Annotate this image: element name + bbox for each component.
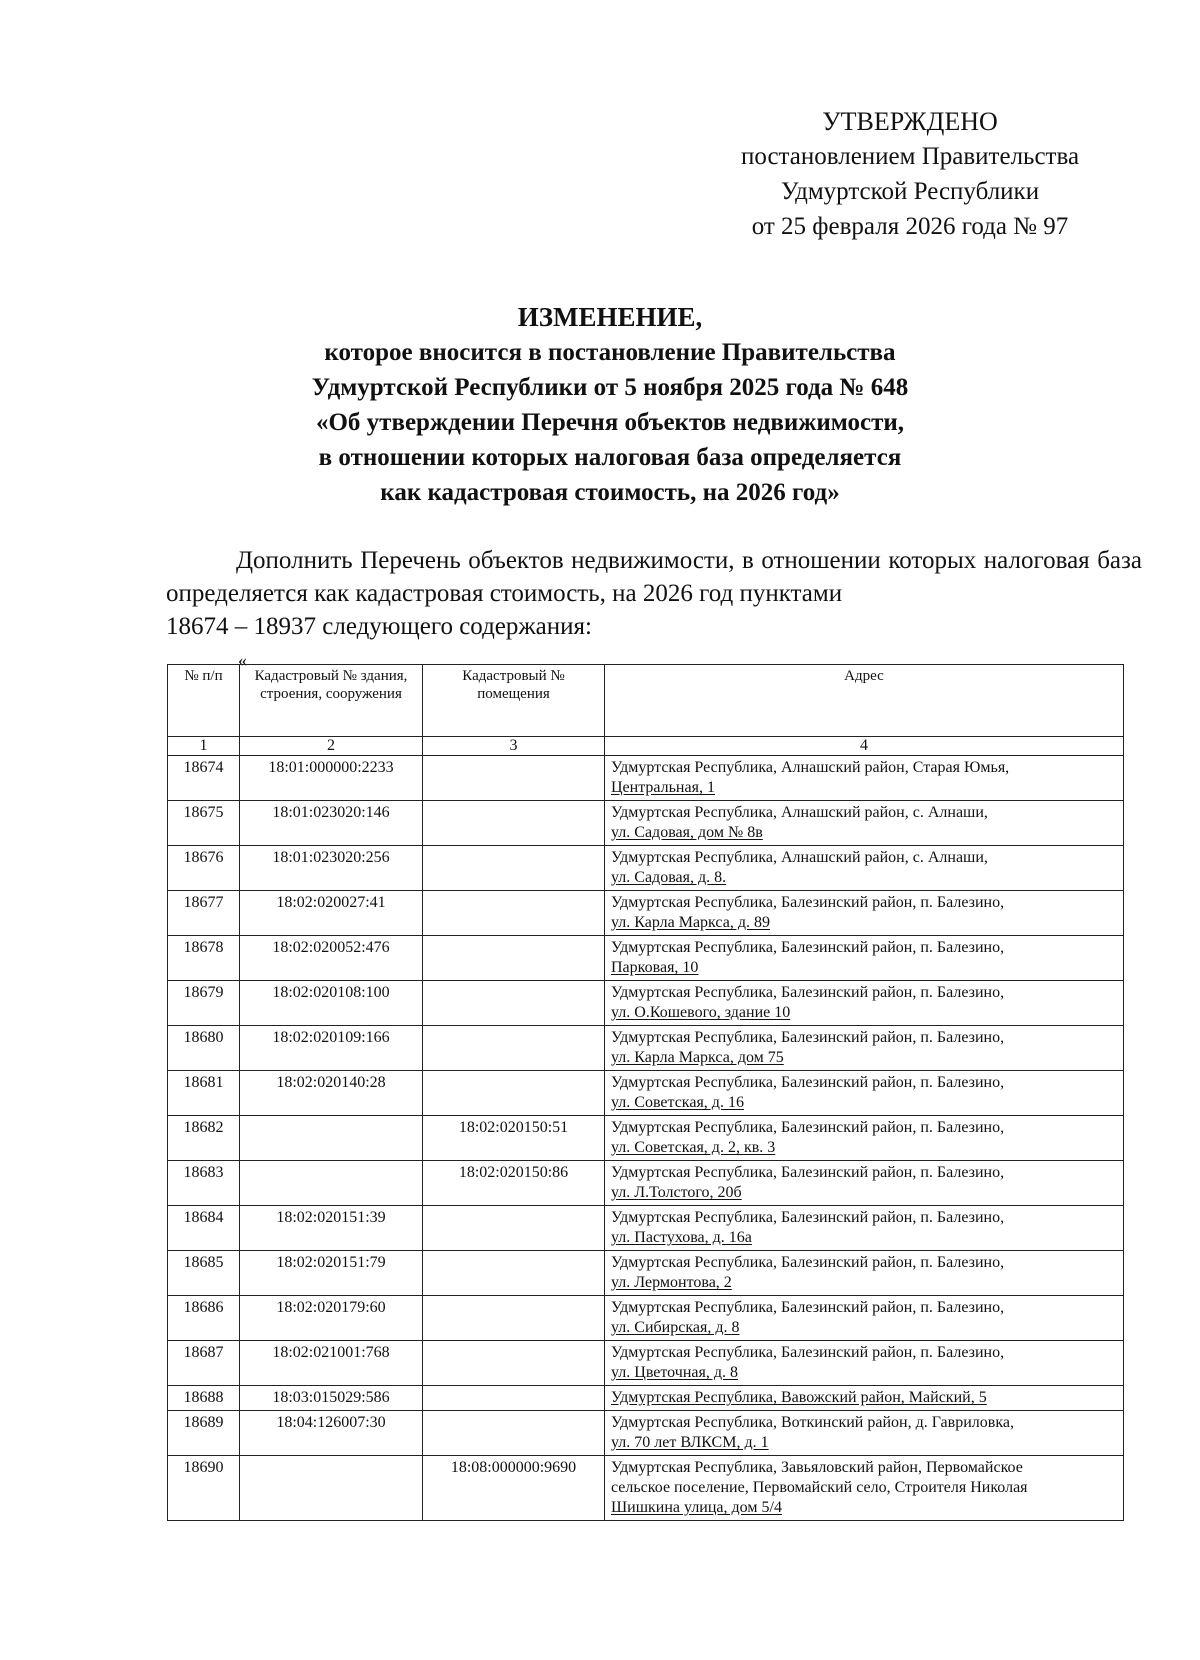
table-row	[168, 1026, 1124, 1071]
room-cadastral-number	[423, 1386, 605, 1411]
document-title	[160, 300, 1060, 510]
row-number: 18688	[168, 1386, 240, 1411]
address-line: Удмуртская Республика, Балезинский район, п. Балезино,	[611, 1164, 1005, 1181]
room-cadastral-number	[423, 1341, 605, 1386]
building-cadastral-number: 18:01:023020:146	[240, 801, 423, 846]
building-cadastral-number: 18:02:021001:768	[240, 1341, 423, 1386]
title-line-4: в отношении которых налоговая база определяется	[318, 444, 902, 471]
room-cadastral-number	[423, 1071, 605, 1116]
address-line: ул. Л.Толстого, 20б	[611, 1184, 742, 1201]
address-line: Шишкина улица, дом 5/4	[611, 1499, 782, 1516]
title-main: ИЗМЕНЕНИЕ,	[517, 302, 703, 332]
building-cadastral-number: 18:02:020151:79	[240, 1251, 423, 1296]
address-line: Удмуртская Республика, Вавожский район, Майский, 5	[611, 1389, 987, 1406]
address-line: Удмуртская Республика, Балезинский район, п. Балезино,	[611, 1254, 1005, 1271]
address-line: Удмуртская Республика, Балезинский район, п. Балезино,	[611, 1119, 1005, 1136]
room-cadastral-number	[423, 846, 605, 891]
address-line: ул. Лермонтова, 2	[611, 1274, 732, 1291]
building-cadastral-number	[240, 1456, 423, 1521]
address-line: ул. О.Кошевого, здание 10	[611, 1004, 791, 1021]
row-number: 18680	[168, 1026, 240, 1071]
address-cell	[605, 1341, 1124, 1386]
table-row	[168, 1116, 1124, 1161]
table-row	[168, 756, 1124, 801]
table-row	[168, 936, 1124, 981]
address-cell	[605, 1206, 1124, 1251]
row-number: 18675	[168, 801, 240, 846]
address-line: ул. Советская, д. 2, кв. 3	[611, 1139, 776, 1156]
building-cadastral-number: 18:02:020109:166	[240, 1026, 423, 1071]
address-line: Удмуртская Республика, Балезинский район, п. Балезино,	[611, 1209, 1005, 1226]
title-line-5: как кадастровая стоимость, на 2026 год»	[380, 479, 840, 506]
address-line: ул. Цветочная, д. 8	[611, 1364, 738, 1381]
row-number: 18674	[168, 756, 240, 801]
table-row	[168, 1071, 1124, 1116]
title-line-1: которое вносится в постановление Правительства	[324, 339, 896, 366]
room-cadastral-number	[423, 1411, 605, 1456]
address-line: Удмуртская Республика, Балезинский район, п. Балезино,	[611, 1074, 1005, 1091]
building-cadastral-number: 18:01:000000:2233	[240, 756, 423, 801]
address-cell	[605, 756, 1124, 801]
header-building-cadastral: Кадастровый № здания, строения, сооружения	[240, 665, 423, 737]
room-cadastral-number: 18:02:020150:51	[423, 1116, 605, 1161]
address-cell	[605, 846, 1124, 891]
row-number: 18686	[168, 1296, 240, 1341]
address-cell	[605, 1456, 1124, 1521]
intro-last-line: 18674 – 18937 следующего содержания:	[166, 613, 592, 640]
address-line: ул. Карла Маркса, д. 89	[611, 914, 770, 931]
address-cell	[605, 1071, 1124, 1116]
address-line: ул. Садовая, д. 8.	[611, 869, 727, 886]
row-number: 18683	[168, 1161, 240, 1206]
header-address: Адрес	[605, 665, 1124, 737]
building-cadastral-number: 18:02:020052:476	[240, 936, 423, 981]
address-line: Удмуртская Республика, Балезинский район, п. Балезино,	[611, 939, 1005, 956]
address-line: сельское поселение, Первомайский село, Строителя Николая	[611, 1479, 1028, 1496]
title-line-3: «Об утверждении Перечня объектов недвижимости,	[315, 409, 905, 436]
address-line: Удмуртская Республика, Алнашский район, Старая Юмья,	[611, 759, 1010, 776]
approval-line-3: от 25 февраля 2026 года № 97	[751, 213, 1069, 240]
address-line: Удмуртская Республика, Балезинский район, п. Балезино,	[611, 984, 1005, 1001]
table-row	[168, 1386, 1124, 1411]
building-cadastral-number: 18:02:020027:41	[240, 891, 423, 936]
room-cadastral-number	[423, 891, 605, 936]
table-row	[168, 1341, 1124, 1386]
opening-quote: «	[238, 650, 247, 670]
building-cadastral-number	[240, 1161, 423, 1206]
address-line: Удмуртская Республика, Балезинский район, п. Балезино,	[611, 1029, 1005, 1046]
room-cadastral-number	[423, 1251, 605, 1296]
row-number: 18681	[168, 1071, 240, 1116]
address-cell	[605, 981, 1124, 1026]
room-cadastral-number	[423, 1296, 605, 1341]
address-line: ул. 70 лет ВЛКСМ, д. 1	[611, 1434, 769, 1451]
address-line: Удмуртская Республика, Алнашский район, с. Алнаши,	[611, 849, 988, 866]
table-row	[168, 981, 1124, 1026]
intro-paragraph: Дополнить Перечень объектов недвижимости, в отношении которых налоговая база определяется как кадастровая стоимость, на 2026 год пунктами	[166, 547, 1142, 607]
address-line: Удмуртская Республика, Балезинский район, п. Балезино,	[611, 1299, 1005, 1316]
room-cadastral-number	[423, 756, 605, 801]
row-number: 18679	[168, 981, 240, 1026]
address-cell	[605, 1026, 1124, 1071]
address-line: ул. Сибирская, д. 8	[611, 1319, 740, 1336]
row-number: 18678	[168, 936, 240, 981]
row-number: 18689	[168, 1411, 240, 1456]
address-line: Удмуртская Республика, Алнашский район, с. Алнаши,	[611, 804, 988, 821]
header-room-cadastral: Кадастровый № помещения	[423, 665, 605, 737]
table-row	[168, 1411, 1124, 1456]
objects-table	[167, 664, 1124, 1521]
address-line: Центральная, 1	[611, 779, 715, 796]
address-cell	[605, 1411, 1124, 1456]
approval-line-2: Удмуртской Республики	[780, 178, 1040, 205]
room-cadastral-number	[423, 981, 605, 1026]
row-number: 18677	[168, 891, 240, 936]
row-number: 18676	[168, 846, 240, 891]
address-cell	[605, 1161, 1124, 1206]
address-cell	[605, 1386, 1124, 1411]
row-number: 18687	[168, 1341, 240, 1386]
room-cadastral-number	[423, 801, 605, 846]
building-cadastral-number: 18:03:015029:586	[240, 1386, 423, 1411]
address-cell	[605, 1251, 1124, 1296]
room-cadastral-number: 18:08:000000:9690	[423, 1456, 605, 1521]
table-row	[168, 1206, 1124, 1251]
column-number-4: 4	[605, 737, 1124, 756]
column-number-2: 2	[240, 737, 423, 756]
room-cadastral-number	[423, 1206, 605, 1251]
row-number: 18685	[168, 1251, 240, 1296]
room-cadastral-number	[423, 1026, 605, 1071]
building-cadastral-number	[240, 1116, 423, 1161]
table-row	[168, 801, 1124, 846]
address-line: ул. Садовая, дом № 8в	[611, 824, 763, 841]
title-line-2: Удмуртской Республики от 5 ноября 2025 года № 648	[311, 374, 909, 401]
table-row	[168, 1456, 1124, 1521]
address-cell	[605, 1116, 1124, 1161]
address-line: Парковая, 10	[611, 959, 699, 976]
column-number-1: 1	[168, 737, 240, 756]
approval-block	[700, 104, 1120, 244]
column-number-3: 3	[423, 737, 605, 756]
address-line: Удмуртская Республика, Завьяловский район, Первомайское	[611, 1459, 1023, 1476]
table-row	[168, 1296, 1124, 1341]
address-cell	[605, 891, 1124, 936]
table-row	[168, 1251, 1124, 1296]
building-cadastral-number: 18:04:126007:30	[240, 1411, 423, 1456]
row-number: 18690	[168, 1456, 240, 1521]
table-row	[168, 846, 1124, 891]
row-number: 18684	[168, 1206, 240, 1251]
address-line: Удмуртская Республика, Балезинский район, п. Балезино,	[611, 894, 1005, 911]
address-line: Удмуртская Республика, Балезинский район, п. Балезино,	[611, 1344, 1005, 1361]
address-cell	[605, 1296, 1124, 1341]
table-body	[168, 756, 1124, 1521]
row-number: 18682	[168, 1116, 240, 1161]
room-cadastral-number	[423, 936, 605, 981]
building-cadastral-number: 18:02:020108:100	[240, 981, 423, 1026]
approval-heading: УТВЕРЖДЕНО	[822, 107, 998, 136]
address-line: Удмуртская Республика, Воткинский район, д. Гавриловка,	[611, 1414, 1014, 1431]
room-cadastral-number: 18:02:020150:86	[423, 1161, 605, 1206]
table-row	[168, 891, 1124, 936]
building-cadastral-number: 18:02:020179:60	[240, 1296, 423, 1341]
address-line: ул. Карла Маркса, дом 75	[611, 1049, 784, 1066]
address-line: ул. Пастухова, д. 16а	[611, 1229, 752, 1246]
building-cadastral-number: 18:02:020140:28	[240, 1071, 423, 1116]
address-line: ул. Советская, д. 16	[611, 1094, 744, 1111]
building-cadastral-number: 18:01:023020:256	[240, 846, 423, 891]
table-row	[168, 1161, 1124, 1206]
approval-line-1: постановлением Правительства	[740, 143, 1080, 170]
address-cell	[605, 801, 1124, 846]
building-cadastral-number: 18:02:020151:39	[240, 1206, 423, 1251]
address-cell	[605, 936, 1124, 981]
header-number: № п/п	[168, 665, 240, 737]
